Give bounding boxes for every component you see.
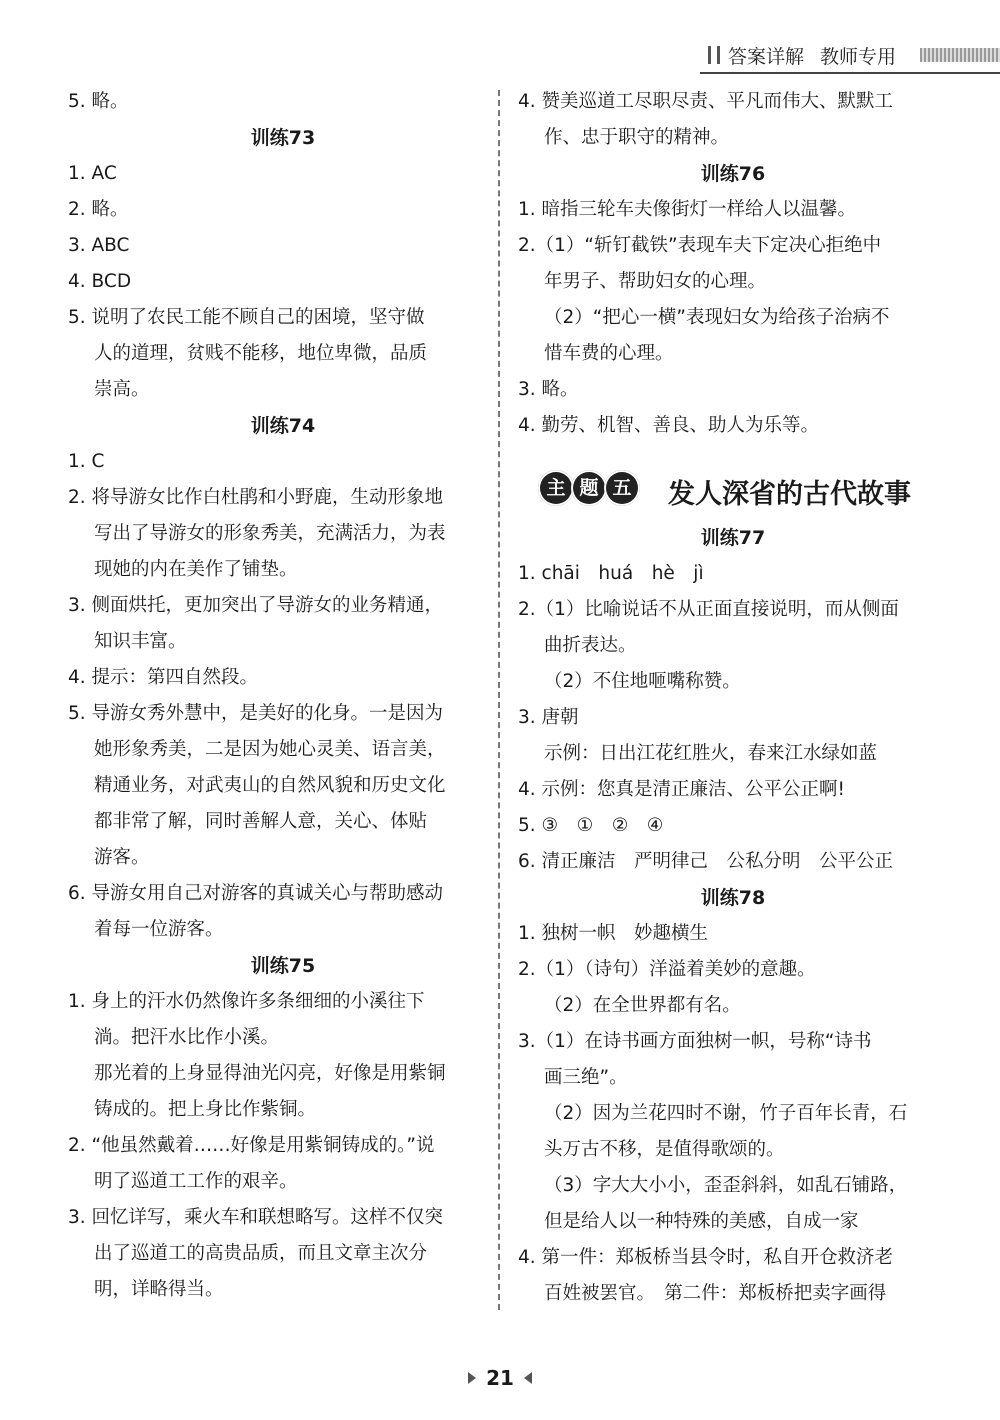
section-title-76: 训练76 [700, 163, 766, 185]
answer-line: 5. 导游女秀外慧中，是美好的化身。一是因为 [68, 703, 444, 724]
answer-line: 游客。 [94, 847, 150, 868]
answer-line: 3. 侧面烘托，更加突出了导游女的业务精通， [68, 595, 444, 616]
section-title-78: 训练78 [700, 887, 766, 909]
answer-line: 崇高。 [94, 379, 150, 400]
answer-line: 1. 身上的汗水仍然像许多条细细的小溪往下 [68, 991, 425, 1012]
answer-line: 4. 赞美巡道工尽职尽责、平凡而伟大、默默工 [518, 91, 894, 112]
section-title-74: 训练74 [250, 415, 316, 437]
answer-line: 那光着的上身显得油光闪亮，好像是用紫铜 [94, 1063, 446, 1084]
answer-line: 写出了导游女的形象秀美，充满活力，为表 [94, 523, 446, 544]
theme-badge [538, 470, 637, 506]
answer-line: 3. 回忆详写，乘火车和联想略写。这样不仅突 [68, 1207, 444, 1228]
page-number: 21 [486, 1366, 514, 1390]
header-tags [728, 42, 912, 69]
answer-line: 头万古不移，是值得歌颂的。 [544, 1139, 785, 1160]
answer-line: 出了巡道工的高贵品质，而且文章主次分 [94, 1243, 428, 1264]
answer-line: 2.（1）（诗句）洋溢着美妙的意趣。 [518, 959, 816, 980]
answer-line: （3）字大大小小，歪歪斜斜，如乱石铺路， [544, 1175, 908, 1196]
theme-badge-char: 题 [571, 470, 607, 506]
header-stripes-decoration [920, 48, 1000, 62]
answer-line: 精通业务，对武夷山的自然风貌和历史文化 [94, 775, 446, 796]
answer-line: 3. 略。 [518, 379, 579, 400]
answer-line: 现她的内在美作了铺垫。 [94, 559, 298, 580]
answer-line: 3. ABC [68, 235, 130, 256]
answer-line: 5. ③ ① ② ④ [518, 815, 664, 836]
answer-line: 1. 独树一帜 妙趣横生 [518, 923, 709, 944]
theme-title: 发人深省的古代故事 [668, 479, 911, 510]
column-divider [498, 90, 500, 1310]
answer-line: 曲折表达。 [544, 635, 637, 656]
section-title-73: 训练73 [250, 127, 316, 149]
answer-line: 6. 清正廉洁 严明律己 公私分明 公平公正 [518, 851, 894, 872]
answer-line: 着每一位游客。 [94, 919, 224, 940]
answer-line: 1. AC [68, 163, 117, 184]
triangle-right-icon [468, 1372, 476, 1384]
answer-line: （2）不住地咂嘴称赞。 [544, 671, 741, 692]
answer-line: 铸成的。把上身比作紫铜。 [94, 1099, 317, 1120]
triangle-left-icon [524, 1372, 532, 1384]
theme-banner [518, 458, 948, 518]
answer-line: 惜车费的心理。 [544, 343, 674, 364]
answer-line: 2.（1）“斩钉截铁”表现车夫下定决心拒绝中 [518, 235, 882, 256]
answer-line: 4. 示例：您真是清正廉洁、公平公正啊! [518, 779, 845, 800]
answer-line: 1. C [68, 451, 105, 472]
header-bars-icon [708, 46, 720, 64]
answer-line: 1. 暗指三轮车夫像街灯一样给人以温馨。 [518, 199, 857, 220]
right-column [518, 84, 948, 1312]
answer-line: 4. BCD [68, 271, 132, 292]
answer-line: 4. 第一件：郑板桥当县令时，私自开仓救济老 [518, 1247, 894, 1268]
answer-line: 知识丰富。 [94, 631, 187, 652]
answer-line: 2. 略。 [68, 199, 129, 220]
theme-badge-char: 五 [604, 470, 640, 506]
answer-line: 她形象秀美，二是因为她心灵美、语言美， [94, 739, 446, 760]
answer-line: 示例：日出江花红胜火，春来江水绿如蓝 [544, 743, 878, 764]
header-tag-answers: 答案详解 [728, 46, 805, 68]
answer-line: 2. “他虽然戴着……好像是用紫铜铸成的。”说 [68, 1135, 435, 1156]
answer-line: 明了巡道工工作的艰辛。 [94, 1171, 298, 1192]
answer-line: 淌。把汗水比作小溪。 [94, 1027, 280, 1048]
answer-line: 5. 略。 [68, 91, 129, 112]
answer-line: 人的道理，贫贱不能移，地位卑微，品质 [94, 343, 428, 364]
answer-line: 4. 提示：第四自然段。 [68, 667, 259, 688]
answer-line: （2）“把心一横”表现妇女为给孩子治病不 [544, 307, 890, 328]
answer-line: 6. 导游女用自己对游客的真诚关心与帮助感动 [68, 883, 444, 904]
left-column [68, 84, 498, 1308]
answer-line: 1. chāi huá hè jì [518, 563, 704, 584]
answer-line: 2. 将导游女比作白杜鹃和小野鹿，生动形象地 [68, 487, 444, 508]
answer-line: （2）在全世界都有名。 [544, 995, 741, 1016]
answer-line: 3. 唐朝 [518, 707, 579, 728]
answer-line: 明，详略得当。 [94, 1279, 224, 1300]
answer-line: 5. 说明了农民工能不顾自己的困境，坚守做 [68, 307, 425, 328]
answer-line: 画三绝”。 [544, 1067, 628, 1088]
theme-badge-char: 主 [538, 470, 574, 506]
header-rule [700, 72, 1000, 74]
answer-line: 都非常了解，同时善解人意，关心、体贴 [94, 811, 428, 832]
answer-line: （2）因为兰花四时不谢，竹子百年长青，石 [544, 1103, 908, 1124]
header-tag-teacher: 教师专用 [820, 46, 897, 68]
section-title-77: 训练77 [700, 527, 766, 549]
answer-line: 但是给人以一种特殊的美感，自成一家 [544, 1211, 859, 1232]
answer-line: 4. 勤劳、机智、善良、助人为乐等。 [518, 415, 820, 436]
answer-line: 年男子、帮助妇女的心理。 [544, 271, 767, 292]
page-footer [0, 1366, 1000, 1390]
section-title-75: 训练75 [250, 955, 316, 977]
answer-line: 2.（1）比喻说话不从正面直接说明，而从侧面 [518, 599, 899, 620]
answer-line: 百姓被罢官。 第二件：郑板桥把卖字画得 [544, 1283, 887, 1304]
page-header [700, 38, 1000, 72]
answer-line: 作、忠于职守的精神。 [544, 127, 730, 148]
answer-line: 3.（1）在诗书画方面独树一帜，号称“诗书 [518, 1031, 872, 1052]
